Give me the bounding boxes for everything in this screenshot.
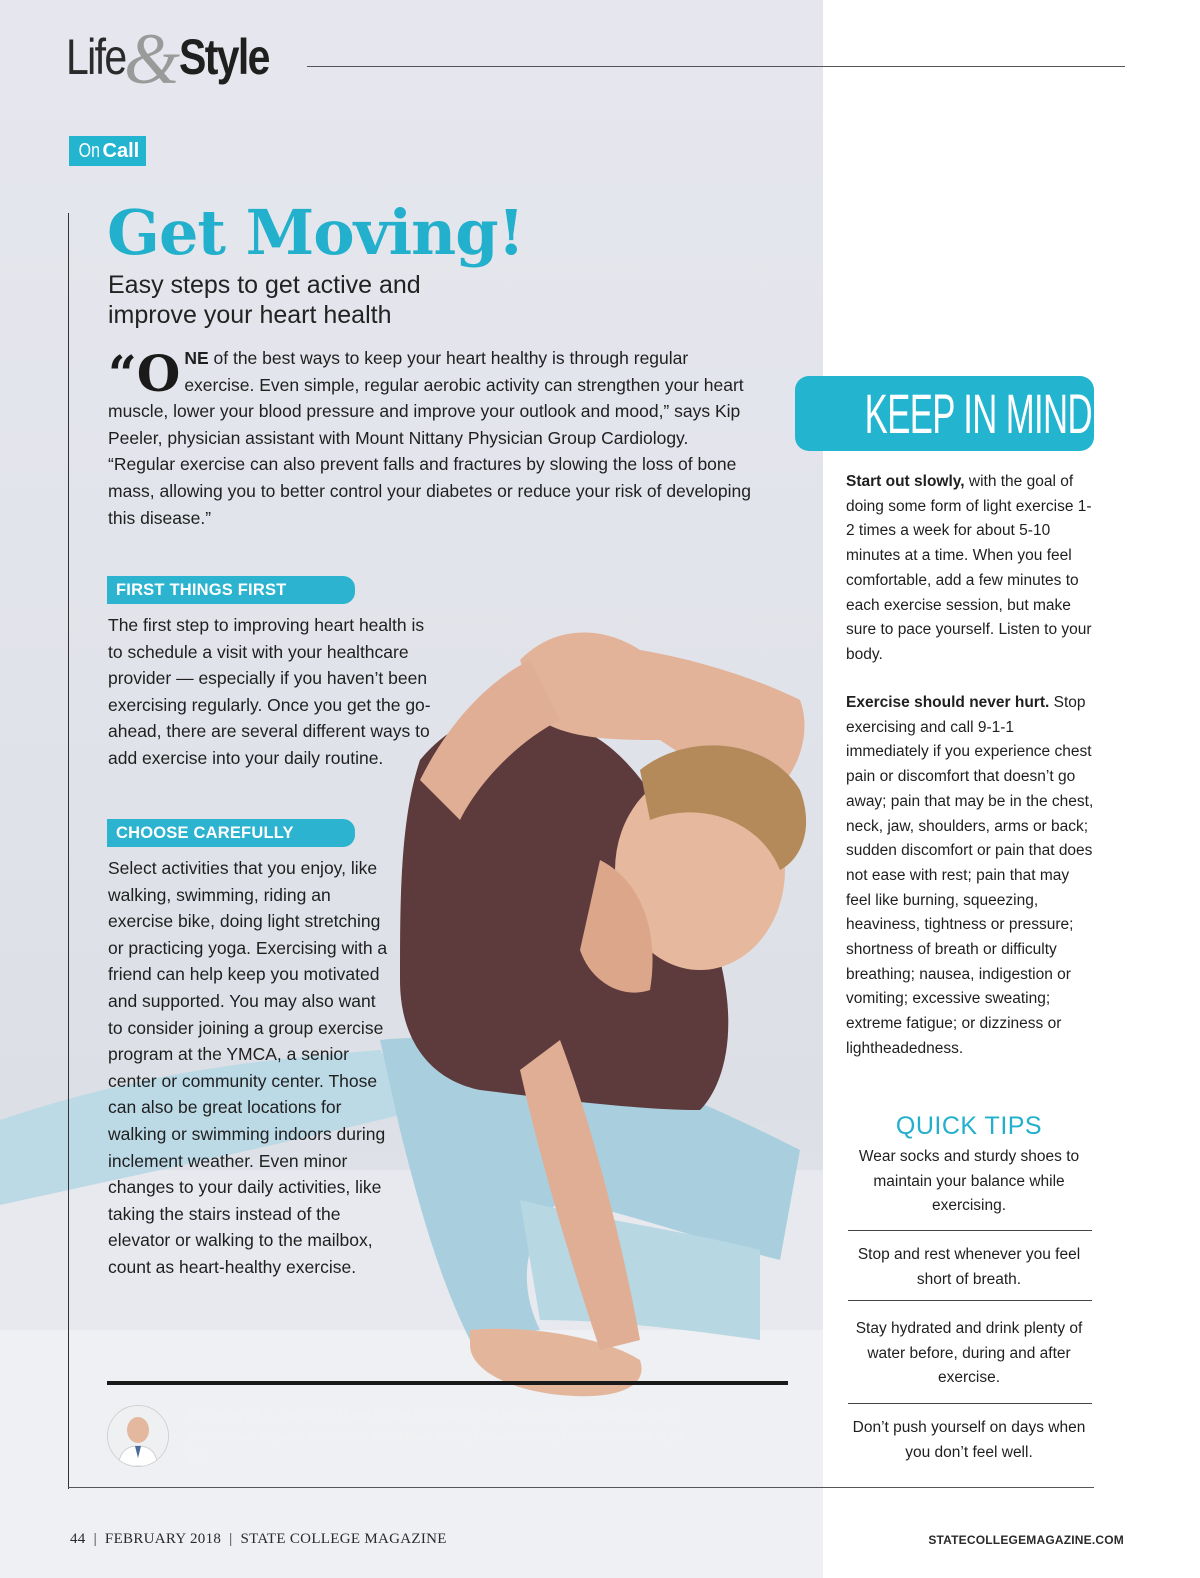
page-footer <box>70 1531 447 1548</box>
page-number: 44 <box>70 1531 86 1547</box>
footer-separator: | <box>229 1531 233 1547</box>
section-text-first-things-first: The first step to improving heart health is to schedule a visit with your healthcare provider — especially if you haven’t been exercising regularly. Once you get the go-ahead, there are several different ways to add exercise into your daily routine. <box>108 615 431 768</box>
quick-tips-title: QUICK TIPS <box>895 1112 1043 1140</box>
keep-in-mind-title: KEEP IN MIND <box>864 382 1092 445</box>
header-rule <box>307 66 1125 67</box>
sidebar-paragraph-1 <box>846 470 1096 668</box>
sidebar-p1-bold: Start out slowly, <box>846 473 965 490</box>
bio-rule <box>107 1381 788 1385</box>
brand-life: Life <box>66 29 126 85</box>
intro-smallcaps: NE <box>184 348 209 368</box>
footer-separator: | <box>93 1531 97 1547</box>
quick-tip: Wear socks and sturdy shoes to maintain your balance while exercising. <box>858 1148 1080 1215</box>
quick-tip: Stay hydrated and drink plenty of water before, during and after exercise. <box>855 1320 1083 1387</box>
intro-dropcap <box>108 344 181 403</box>
brand-ampersand: & <box>124 19 181 99</box>
quick-tip: Don’t push yourself on days when you don’t feel well. <box>852 1419 1086 1461</box>
article-intro <box>108 345 758 531</box>
section-heading-choose-carefully: CHOOSE CAREFULLY <box>107 819 355 847</box>
publication-name: STATE COLLEGE MAGAZINE <box>240 1531 447 1547</box>
sidebar-p2-text: Stop exercising and call 9-1-1 immediately if you experience chest pain or discomfort that doesn’t go away; pain that may be in the chest, neck, jaw, shoulders, arms or back; sudden discomfort or pain that does not ease with rest; pain that may feel like burning, squeezing, heaviness, tightness or pressure; shortness of breath or difficulty breathing; nausea, indigestion or vomiting; excessive sweating; extreme fatigue; or dizziness or lightheadedness. <box>846 694 1094 1057</box>
left-column-rule <box>68 213 69 1489</box>
author-portrait-icon <box>108 1406 168 1466</box>
quick-tip: Stop and rest whenever you feel short of breath. <box>857 1246 1081 1288</box>
footer-rule <box>68 1487 1094 1488</box>
intro-text: of the best ways to keep your heart healthy is through regular exercise. Even simple, regular aerobic activity can strengthen your heart muscle, lower your blood pressure and improve your outlook and mood,” says Kip Peeler, physician assistant with Mount Nittany Physician Group Cardiology. “Regular exercise can also prevent falls and fractures by slowing the loss of bone mass, allowing you to better control your diabetes or reduce your risk of developing this disease.” <box>108 348 751 528</box>
sidebar-p1-text: with the goal of doing some form of light exercise 1-2 times a week for about 5-10 minutes at a time. When you feel comfortable, add a few minutes to each exercise session, but make sure to pace yourself. Listen to your body. <box>846 473 1092 663</box>
intro-open-quote: “ <box>108 344 137 403</box>
article-title: Get Moving! <box>107 196 524 269</box>
brand-style: Style <box>179 29 269 85</box>
oncall-badge <box>69 136 146 166</box>
article-subtitle: Easy steps to get active and improve your heart health <box>108 271 421 329</box>
section-heading-first-things-first: FIRST THINGS FIRST <box>107 576 355 604</box>
section-text-choose-carefully: Select activities that you enjoy, like walking, swimming, riding an exercise bike, doing light stretching or practicing yoga. Exercising with a friend can help keep you motivated and supported. You may also want to consider joining a group exercise program at the YMCA, a senior center or community center. Those can also be great locations for walking or swimming indoors during inclement weather. Even minor changes to your daily activities, like taking the stairs instead of the elevator or walking to the mailbox, count as heart-healthy exercise. <box>108 858 388 1277</box>
sidebar-p2-bold: Exercise should never hurt. <box>846 694 1050 711</box>
tip-divider <box>848 1300 1092 1301</box>
oncall-call: Call <box>102 140 140 162</box>
sidebar-paragraph-2 <box>846 691 1096 1062</box>
tip-divider <box>848 1230 1092 1231</box>
author-bio: Kip Peeler, PA-C, cardiology, Mount Nittany Physician Group has been caring for our community for more than 20 years, and was the 2015 Mount Nittany Physician Group Provider Spotlight of the Year. <box>187 1408 686 1464</box>
tip-divider <box>848 1403 1092 1404</box>
issue-date: FEBRUARY 2018 <box>104 1531 222 1547</box>
website-url[interactable]: STATECOLLEGEMAGAZINE.COM <box>928 1533 1124 1547</box>
author-avatar <box>107 1405 169 1467</box>
oncall-on: On <box>78 140 100 162</box>
intro-dropcap-letter: O <box>136 344 181 403</box>
keep-in-mind-banner <box>795 376 1094 451</box>
